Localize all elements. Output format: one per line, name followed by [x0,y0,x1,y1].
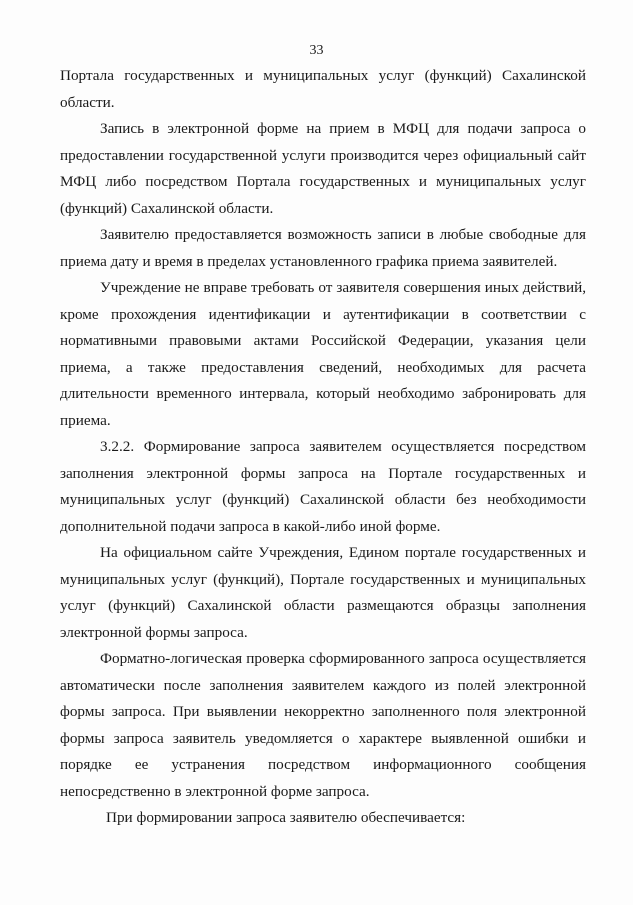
paragraph-continuation: Портала государственных и муниципальных услуг (функций) Сахалинской области. [60,67,586,111]
paragraph-free-slot: Заявителю предоставляется возможность записи в любые свободные для приема дату и время в пределах установленного графика приема заявителей. [60,226,586,270]
paragraph-mfc-registration: Запись в электронной форме на прием в МФЦ для подачи запроса о предоставлении государственной услуги производится через официальный сайт МФЦ либо посредством Портала государственных и муниципальных услуг (функций) Сахалинской области. [60,120,586,217]
page-number: 33 [309,43,324,58]
paragraph-sample-forms: На официальном сайте Учреждения, Едином портале государственных и муниципальных услуг (функций), Портале государственных и муниципальных услуг (функций) Сахалинской области размещаются образцы заполнения электронной формы запроса. [60,544,586,641]
document-body [60,63,586,832]
paragraph-section-3-2-2: 3.2.2. Формирование запроса заявителем осуществляется посредством заполнения электронной формы запроса на Портале государственных и муниципальных услуг (функций) Сахалинской области без необходимости дополнительной подачи запроса в какой-либо иной форме. [60,438,586,535]
paragraph-provided: При формировании запроса заявителю обеспечивается: [106,809,466,826]
paragraph-format-check: Форматно-логическая проверка сформированного запроса осуществляется автоматически после заполнения заявителем каждого из полей электронной формы запроса. При выявлении некорректно заполненного поля электронной формы запроса заявитель уведомляется о характере выявленной ошибки и порядке ее устранения посредством информационного сообщения непосредственно в электронной форме запроса. [60,650,586,800]
paragraph-no-extra-actions: Учреждение не вправе требовать от заявителя совершения иных действий, кроме прохождения идентификации и аутентификации в соответствии с нормативными правовыми актами Российской Федерации, указания цели приема, а также предоставления сведений, необходимых для расчета длительности временного интервала, который необходимо забронировать для приема. [60,279,586,429]
